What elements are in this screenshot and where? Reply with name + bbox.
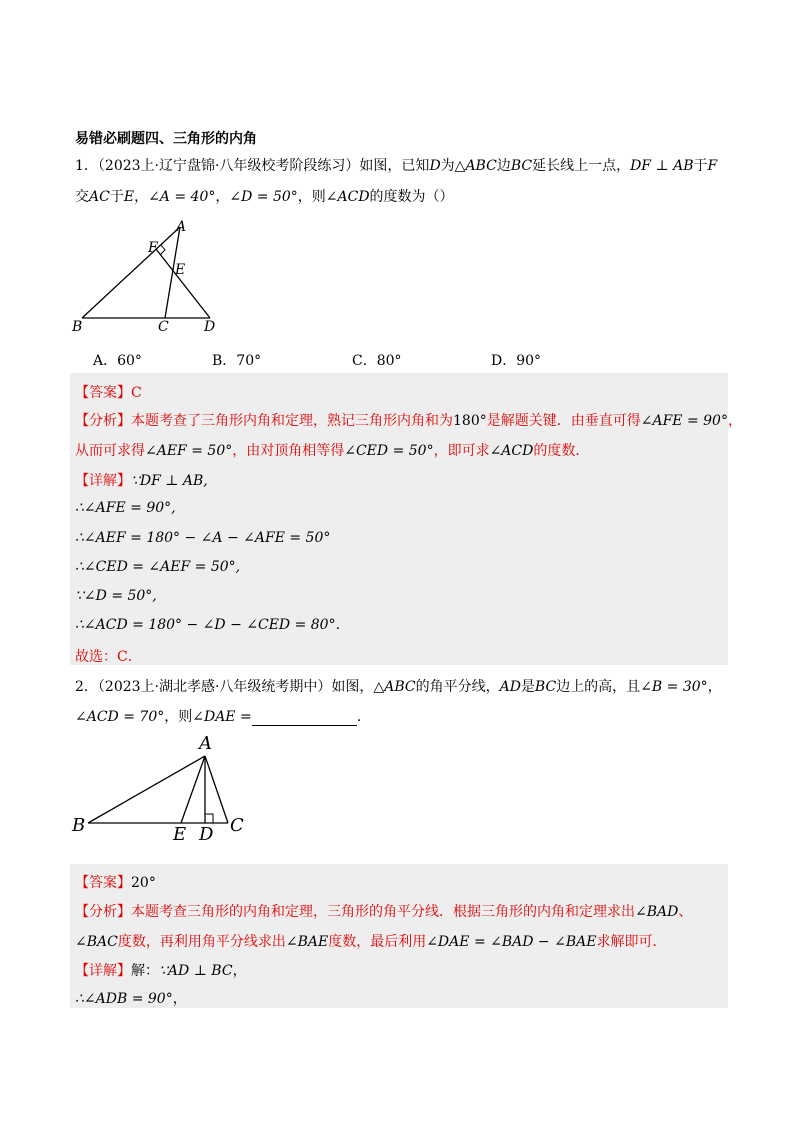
q2-segment: BC — [534, 679, 557, 695]
q1-label-e: E — [175, 262, 186, 278]
q2-detail-line0 — [75, 960, 247, 980]
detail-math: ∴∠ADB = 90° — [75, 991, 173, 1007]
q1-detail-line2: ∴∠AEF = 180° − ∠A − ∠AFE = 50° — [75, 530, 331, 546]
q1-text: 边 — [496, 158, 511, 174]
q1-answer — [75, 382, 142, 402]
section-title: 易错必刷题四、三角形的内角 — [75, 131, 257, 147]
q1-text: 的度数为（） — [369, 189, 454, 205]
q1-stem-line1 — [75, 155, 717, 175]
q1-text: 于 — [693, 158, 708, 174]
q1-label-d: D — [204, 319, 216, 335]
q1-angle-acd: ∠ACD — [325, 189, 370, 205]
analysis-text: 度数，再利用角平分线求出 — [117, 934, 286, 950]
q2-text: 的角平分线， — [415, 679, 500, 695]
q1-text: 于 — [109, 189, 124, 205]
q1-text: ，则 — [297, 189, 326, 205]
q1-label-b: B — [72, 319, 83, 335]
analysis-text: 求解即可． — [596, 934, 667, 950]
q1-option-d[interactable]: D．90° — [491, 353, 542, 369]
q1-option-a[interactable]: A．60° — [93, 353, 142, 369]
q1-angle-d: ∠D = 50° — [229, 189, 298, 205]
q1-analysis-line1 — [75, 410, 742, 430]
q2-detail-line1 — [75, 988, 187, 1008]
q1-text: 交 — [75, 189, 89, 205]
analysis-math: ∠AFE = 90° — [640, 413, 728, 429]
q1-triangle: △ABC — [454, 158, 497, 174]
answer-value: C — [131, 385, 142, 401]
q2-answer-blank[interactable] — [252, 711, 357, 726]
detail-tag: 【详解】 — [75, 963, 131, 979]
q1-option-b[interactable]: B．70° — [212, 353, 262, 369]
q2-stem-line2 — [75, 706, 361, 726]
q1-option-c[interactable]: C．80° — [352, 353, 402, 369]
analysis-text: 本题考查三角形的内角和定理，三角形的角平分线．根据三角形的内角和定理求出 — [131, 904, 635, 920]
q2-label-b: B — [72, 815, 86, 836]
q1-point-f: F — [707, 158, 718, 174]
analysis-text: ， — [727, 413, 742, 429]
q2-text: 是 — [520, 679, 535, 695]
analysis-text: ，即可求 — [433, 443, 490, 459]
q1-label-a: A — [176, 219, 187, 235]
analysis-text: 从而可求得 — [75, 443, 145, 459]
q2-angle-b: ∠B = 30° — [640, 679, 708, 695]
q1-source: 1．（2023上·辽宁盘锦·八年级校考阶段练习）如图，已知 — [75, 158, 430, 174]
q2-stem-line1 — [75, 676, 722, 696]
q1-text: ， — [215, 189, 230, 205]
analysis-math: ∠AEF = 50° — [145, 443, 233, 459]
q2-label-d: D — [199, 824, 214, 845]
q1-detail-line5: ∴∠ACD = 180° − ∠D − ∠CED = 80°. — [75, 617, 341, 633]
answer-tag: 【答案】 — [75, 385, 131, 401]
detail-tag: 【详解】 — [75, 473, 131, 489]
analysis-text: ，由对顶角相等得 — [232, 443, 345, 459]
q2-label-c: C — [230, 815, 244, 836]
q2-triangle: △ABC — [373, 679, 416, 695]
analysis-math: ∠DAE = ∠BAD − ∠BAE — [426, 934, 597, 950]
q1-point-d: D — [429, 158, 441, 174]
analysis-text: 是解题关键．由垂直可得 — [486, 413, 641, 429]
answer-tag: 【答案】 — [75, 875, 131, 891]
analysis-text: 本题考查了三角形内角和定理，熟记三角形内角和为 — [131, 413, 453, 429]
q2-angle-dae: ∠DAE = — [192, 709, 252, 725]
q1-stem-line2 — [75, 186, 454, 206]
q2-angle-acd: ∠ACD = 70° — [75, 709, 165, 725]
q1-detail-line3: ∴∠CED = ∠AEF = 50°, — [75, 559, 241, 575]
q1-segment: AC — [89, 189, 110, 205]
analysis-text: 、 — [678, 904, 693, 920]
q1-text: 延长线上一点， — [532, 158, 631, 174]
answer-value: 20° — [131, 875, 156, 891]
q2-source: 2．（2023上·湖北孝感·八年级统考期中）如图， — [75, 679, 374, 695]
q2-text: ，则 — [164, 709, 193, 725]
q2-label-e: E — [173, 824, 187, 845]
q1-detail-line0 — [75, 470, 208, 490]
analysis-tag: 【分析】 — [75, 413, 131, 429]
q1-triangle-figure — [70, 215, 230, 340]
q2-text: . — [356, 709, 362, 725]
analysis-math: ∠BAE — [285, 934, 329, 950]
q1-conclusion: 故选：C． — [75, 649, 142, 665]
detail-text: 解： — [131, 963, 159, 979]
q1-point-e: E — [123, 189, 135, 205]
analysis-math: ∠CED = 50° — [344, 443, 434, 459]
analysis-math: ∠BAD — [635, 904, 679, 920]
analysis-math: ∠BAC — [75, 934, 118, 950]
q1-label-c: C — [158, 319, 169, 335]
q2-triangle-figure — [68, 730, 258, 845]
q1-text: ， — [134, 189, 149, 205]
q2-text: ， — [707, 679, 722, 695]
analysis-math: ∠ACD — [489, 443, 534, 459]
q1-detail-line4: ∵∠D = 50°, — [75, 588, 157, 604]
q1-segment: BC — [510, 158, 533, 174]
q1-perp: DF ⊥ AB — [630, 158, 694, 174]
q1-analysis-line2 — [75, 440, 589, 460]
analysis-text: 度数，最后利用 — [328, 934, 427, 950]
analysis-tag: 【分析】 — [75, 904, 131, 920]
q2-analysis-line1 — [75, 901, 692, 921]
q1-detail-line1: ∴∠AFE = 90°, — [75, 500, 176, 516]
detail-text: ， — [172, 991, 187, 1007]
detail-text: ∵DF ⊥ AB, — [131, 473, 208, 489]
analysis-math: 180° — [453, 413, 487, 429]
q2-segment: AD — [499, 679, 521, 695]
q1-angle-a: ∠A = 40° — [148, 189, 216, 205]
q2-text: 边上的高，且 — [556, 679, 641, 695]
q2-analysis-line2 — [75, 931, 666, 951]
q1-label-f: F — [148, 240, 158, 256]
detail-math: ∵AD ⊥ BC — [159, 963, 233, 979]
detail-text: ， — [232, 963, 247, 979]
q2-answer — [75, 872, 156, 892]
q1-text: 为 — [440, 158, 455, 174]
analysis-text: 的度数． — [533, 443, 590, 459]
q2-label-a: A — [199, 733, 212, 754]
